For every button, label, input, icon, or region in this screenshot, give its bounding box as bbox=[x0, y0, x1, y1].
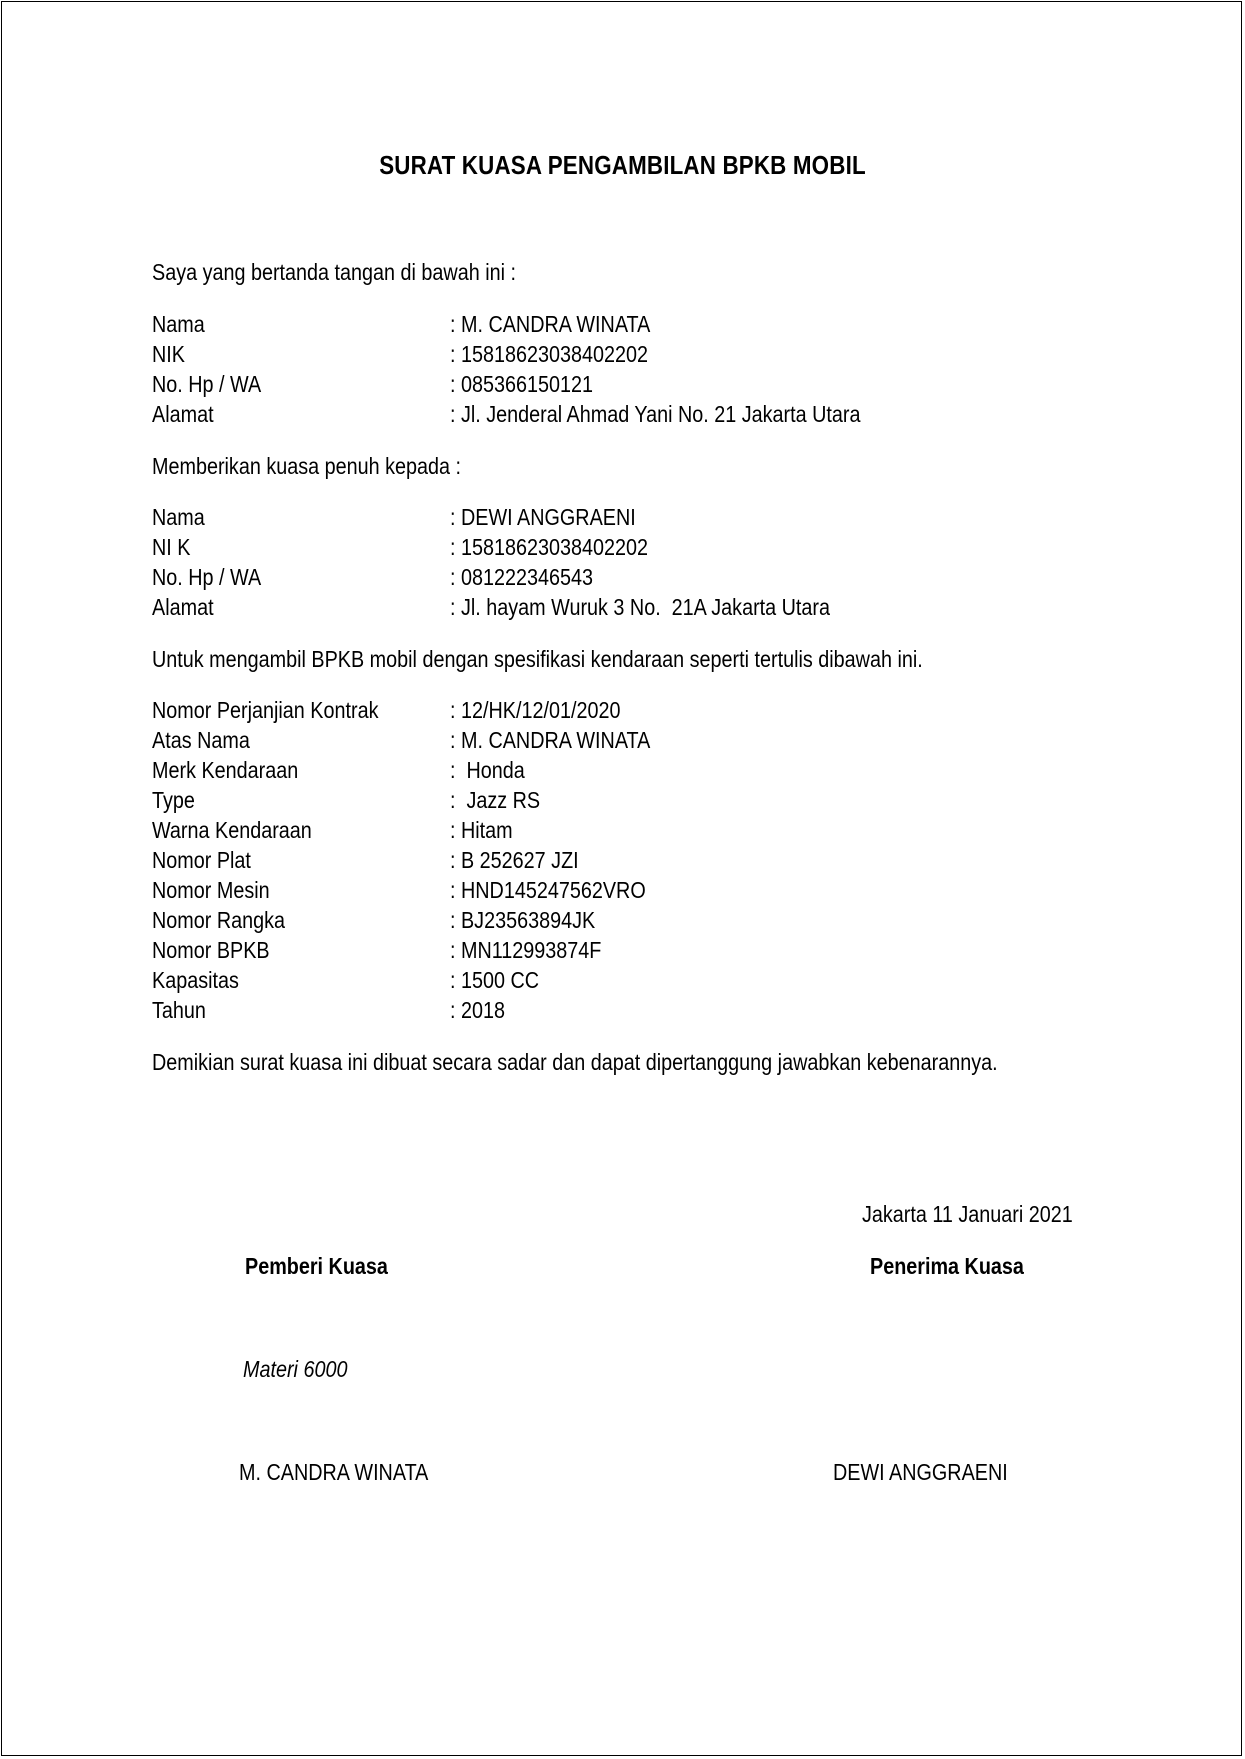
vehicle-owner-value: : M. CANDRA WINATA bbox=[450, 727, 651, 753]
vehicle-engine-value: : HND145247562VRO bbox=[450, 877, 646, 903]
grantor-nik-value: : 15818623038402202 bbox=[450, 341, 649, 367]
grantor-signature-name: M. CANDRA WINATA bbox=[239, 1459, 429, 1485]
vehicle-capacity-value: : 1500 CC bbox=[450, 967, 540, 993]
grantor-address-value: : Jl. Jenderal Ahmad Yani No. 21 Jakarta Utara bbox=[450, 401, 861, 427]
vehicle-color-value: : Hitam bbox=[450, 817, 513, 843]
place-date: Jakarta 11 Januari 2021 bbox=[862, 1201, 1073, 1227]
vehicle-contract-label: Nomor Perjanjian Kontrak bbox=[152, 697, 379, 723]
grantee-nik-label: NI K bbox=[152, 534, 191, 560]
vehicle-plate-value: : B 252627 JZI bbox=[450, 847, 579, 873]
vehicle-type-label: Type bbox=[152, 787, 195, 813]
vehicle-engine-label: Nomor Mesin bbox=[152, 877, 270, 903]
vehicle-chassis-label: Nomor Rangka bbox=[152, 907, 286, 933]
purpose-text: Untuk mengambil BPKB mobil dengan spesifikasi kendaraan seperti tertulis dibawah ini. bbox=[152, 646, 923, 672]
grantor-address-label: Alamat bbox=[152, 401, 214, 427]
vehicle-chassis-value: : BJ23563894JK bbox=[450, 907, 596, 933]
intro-text: Saya yang bertanda tangan di bawah ini : bbox=[152, 259, 517, 285]
vehicle-color-label: Warna Kendaraan bbox=[152, 817, 312, 843]
grantor-name-value: : M. CANDRA WINATA bbox=[450, 311, 651, 337]
stamp-duty-label: Materi 6000 bbox=[243, 1356, 348, 1382]
grantee-nik-value: : 15818623038402202 bbox=[450, 534, 649, 560]
grantor-name-label: Nama bbox=[152, 311, 205, 337]
grantee-address-label: Alamat bbox=[152, 594, 214, 620]
vehicle-contract-value: : 12/HK/12/01/2020 bbox=[450, 697, 621, 723]
closing-statement: Demikian surat kuasa ini dibuat secara sadar dan dapat dipertanggung jawabkan kebenarannya. bbox=[152, 1049, 998, 1075]
grantee-signature-name: DEWI ANGGRAENI bbox=[833, 1459, 1008, 1485]
vehicle-year-label: Tahun bbox=[152, 997, 206, 1023]
grantor-phone-value: : 085366150121 bbox=[450, 371, 594, 397]
vehicle-bpkb-value: : MN112993874F bbox=[450, 937, 602, 963]
grantee-name-value: : DEWI ANGGRAENI bbox=[450, 504, 636, 530]
vehicle-brand-value: : Honda bbox=[450, 757, 525, 783]
grantee-phone-value: : 081222346543 bbox=[450, 564, 594, 590]
vehicle-owner-label: Atas Nama bbox=[152, 727, 250, 753]
grantor-nik-label: NIK bbox=[152, 341, 185, 367]
vehicle-bpkb-label: Nomor BPKB bbox=[152, 937, 270, 963]
grantee-phone-label: No. Hp / WA bbox=[152, 564, 262, 590]
vehicle-type-value: : Jazz RS bbox=[450, 787, 541, 813]
vehicle-brand-label: Merk Kendaraan bbox=[152, 757, 299, 783]
grantor-signature-heading: Pemberi Kuasa bbox=[245, 1253, 388, 1279]
grantee-name-label: Nama bbox=[152, 504, 205, 530]
grantor-phone-label: No. Hp / WA bbox=[152, 371, 262, 397]
vehicle-capacity-label: Kapasitas bbox=[152, 967, 239, 993]
grant-statement: Memberikan kuasa penuh kepada : bbox=[152, 453, 461, 479]
vehicle-plate-label: Nomor Plat bbox=[152, 847, 251, 873]
document-title: SURAT KUASA PENGAMBILAN BPKB MOBIL bbox=[379, 150, 866, 180]
grantee-signature-heading: Penerima Kuasa bbox=[870, 1253, 1024, 1279]
vehicle-year-value: : 2018 bbox=[450, 997, 505, 1023]
grantee-address-value: : Jl. hayam Wuruk 3 No. 21A Jakarta Utara bbox=[450, 594, 831, 620]
